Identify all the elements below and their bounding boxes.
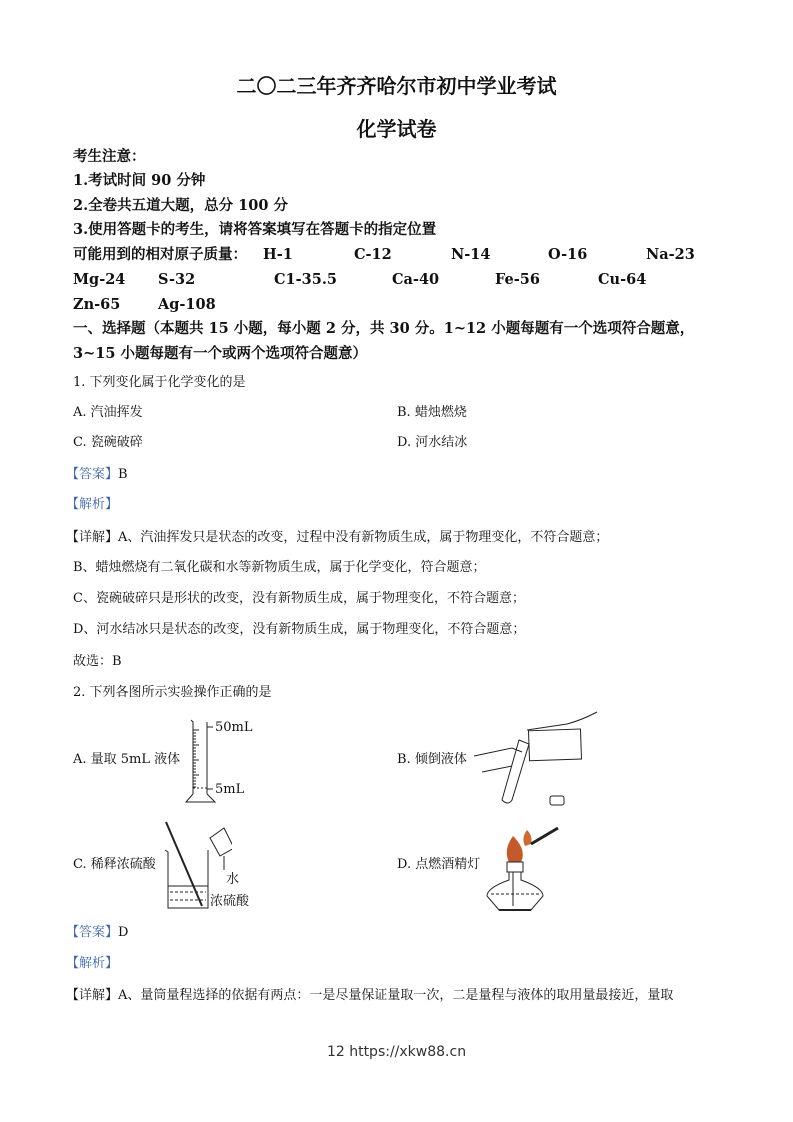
q1-option-d: D. 河水结冰 <box>397 435 468 450</box>
section-heading: 一、选择题（本题共 15 小题，每小题 2 分，共 30 分。1~12 小题每题有一个选项符合题意， <box>73 320 695 337</box>
mass: Mg-24 <box>73 271 126 288</box>
mass: O-16 <box>548 246 588 263</box>
exam-subtitle: 化学试卷 <box>356 117 437 141</box>
q2-answer <box>66 925 128 941</box>
mass: H-1 <box>263 246 293 263</box>
q2-option-d: D. 点燃酒精灯 <box>397 857 481 872</box>
q1-option-a: A. 汽油挥发 <box>73 405 143 420</box>
notice-item: 2.全卷共五道大题，总分 100 分 <box>73 197 288 214</box>
answer-tag: 【答案】 <box>66 467 119 482</box>
q1-detail <box>66 530 608 546</box>
q1-option-b: B. 蜡烛燃烧 <box>397 405 467 420</box>
q1-analysis-tag: 【解析】 <box>66 497 119 512</box>
q2-analysis-tag: 【解析】 <box>66 956 119 971</box>
detail-tag: 【详解】 <box>66 530 119 545</box>
q2-option-a: A. 量取 5mL 液体 <box>73 752 181 767</box>
notice-item: 1.考试时间 90 分钟 <box>73 172 206 189</box>
q1-stem: 1. 下列变化属于化学变化的是 <box>73 375 246 390</box>
mass: Cu-64 <box>598 271 647 288</box>
q1-conclusion: 故选：B <box>73 654 122 669</box>
mass: S-32 <box>158 271 196 288</box>
section-heading-cont: 3~15 小题每题有一个或两个选项符合题意） <box>73 345 367 362</box>
mass: C-12 <box>354 246 392 263</box>
answer-value: D <box>118 925 129 940</box>
mass: Na-23 <box>646 246 695 263</box>
mass: Zn-65 <box>73 296 121 313</box>
detail-text: A、汽油挥发只是状态的改变，过程中没有新物质生成，属于物理变化，不符合题意； <box>118 530 609 545</box>
q1-option-c: C. 瓷碗破碎 <box>73 435 143 450</box>
mass: C1-35.5 <box>274 271 337 288</box>
q1-detail: B、蜡烛燃烧有二氧化碳和水等新物质生成，属于化学变化，符合题意； <box>73 560 486 575</box>
exam-title: 二〇二三年齐齐哈尔市初中学业考试 <box>236 74 557 98</box>
q1-detail: D、河水结冰只是状态的改变，没有新物质生成，属于物理变化，不符合题意； <box>73 622 526 637</box>
answer-tag: 【答案】 <box>66 925 119 940</box>
q1-answer <box>66 467 128 483</box>
detail-tag: 【详解】 <box>66 988 119 1003</box>
q2-option-c: C. 稀释浓硫酸 <box>73 857 156 872</box>
mass: Ca-40 <box>392 271 440 288</box>
masses-label: 可能用到的相对原子质量： <box>73 246 247 263</box>
label-5ml: 5mL <box>215 782 245 797</box>
label-acid: 浓硫酸 <box>210 894 250 909</box>
q1-detail: C、瓷碗破碎只是形状的改变，没有新物质生成，属于物理变化，不符合题意； <box>73 591 525 606</box>
label-50ml: 50mL <box>215 720 253 735</box>
page-footer: 12 https://xkw88.cn <box>326 1044 467 1060</box>
notice-heading: 考生注意： <box>73 148 146 165</box>
detail-text: A、量筒量程选择的依据有两点：一是尽量保证量取一次，二是量程与液体的取用量最接近，量取 <box>118 988 674 1003</box>
label-water: 水 <box>226 872 240 887</box>
q2-stem: 2. 下列各图所示实验操作正确的是 <box>73 685 272 700</box>
notice-item: 3.使用答题卡的考生，请将答案填写在答题卡的指定位置 <box>73 221 437 238</box>
mass: Ag-108 <box>158 296 216 313</box>
mass: N-14 <box>451 246 491 263</box>
pouring-liquid-figure <box>472 710 602 810</box>
q2-option-b: B. 倾倒液体 <box>397 752 467 767</box>
answer-value: B <box>118 467 128 482</box>
mass: Fe-56 <box>495 271 540 288</box>
alcohol-lamp-figure <box>483 818 563 914</box>
q2-detail <box>66 988 673 1004</box>
